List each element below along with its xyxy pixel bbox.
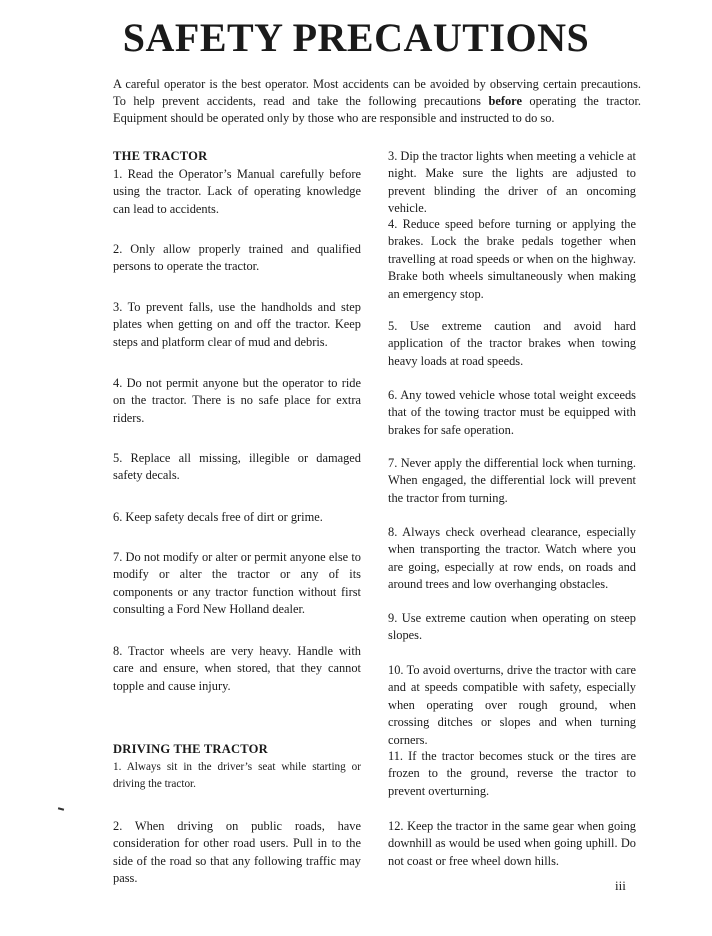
- margin-mark: [58, 807, 64, 810]
- left-column: [113, 0, 361, 936]
- precaution-item: 5. Replace all missing, illegible or damaged safety decals.: [113, 451, 361, 483]
- intro-bold-word: before: [488, 94, 522, 109]
- precaution-item: 1. Always sit in the driver’s seat while starting or driving the tractor.: [113, 761, 361, 790]
- precaution-item: 7. Never apply the differential lock when turning. When engaged, the differential lock will prevent the tractor from turning.: [388, 456, 636, 505]
- precaution-item: 4. Do not permit anyone but the operator to ride on the tractor. There is no safe place for extra riders.: [113, 376, 361, 425]
- page-number: iii: [615, 878, 626, 893]
- precaution-item: 8. Tractor wheels are very heavy. Handle with care and ensure, when stored, that they cannot topple and cause injury.: [113, 644, 361, 693]
- precaution-item: 5. Use extreme caution and avoid hard application of the tractor brakes when towing heavy loads at road speeds.: [388, 319, 636, 368]
- precaution-item: 2. When driving on public roads, have consideration for other road users. Pull in to the side of the road so that any following traffic may pass.: [113, 819, 361, 886]
- precaution-item: 3. Dip the tractor lights when meeting a vehicle at night. Make sure the lights are adjusted to prevent blinding the driver of an oncoming vehicle.: [388, 149, 636, 216]
- intro-text-start: A careful operator is the best operator. Most accidents can be avoided by observing certain precautions. To help prevent accidents, read and take the following precautions: [113, 77, 641, 109]
- right-column: [388, 0, 636, 936]
- precaution-item: 2. Only allow properly trained and qualified persons to operate the tractor.: [113, 242, 361, 274]
- precaution-item: 3. To prevent falls, use the handholds and step plates when getting on and off the tractor. Keep steps and platform clear of mud and debris.: [113, 300, 361, 349]
- precaution-item: 6. Any towed vehicle whose total weight exceeds that of the towing tractor must be equipped with brakes for safe operation.: [388, 388, 636, 437]
- precaution-item: 7. Do not modify or alter or permit anyone else to modify or alter the tractor or any of its components or any tractor function without first consulting a Ford New Holland dealer.: [113, 550, 361, 617]
- intro-text-end: operating the tractor. Equipment should be operated only by those who are responsible and instructed to do so.: [113, 94, 642, 126]
- precaution-item: 10. To avoid overturns, drive the tractor with care and at speeds compatible with safety, especially when operating over rough ground, when crossing ditches or slopes and when turning corners.: [388, 663, 636, 747]
- section-heading-tractor: THE TRACTOR: [113, 149, 208, 163]
- page-title: SAFETY PRECAUTIONS: [122, 15, 590, 60]
- precaution-item: 12. Keep the tractor in the same gear when going downhill as would be used when going uphill. Do not coast or free wheel down hills.: [388, 819, 636, 868]
- precaution-item: 1. Read the Operator’s Manual carefully before using the tractor. Lack of operating knowledge can lead to accidents.: [113, 167, 361, 216]
- precaution-item: 8. Always check overhead clearance, especially when transporting the tractor. Watch where you are going, especially at row ends, on roads and around trees and low overhanging obstacles.: [388, 525, 636, 592]
- precaution-item: 4. Reduce speed before turning or applying the brakes. Lock the brake pedals together when travelling at road speeds or when on the highway. Brake both wheels simultaneously when making an emergency stop.: [388, 217, 636, 301]
- section-heading-driving: DRIVING THE TRACTOR: [113, 742, 268, 756]
- precaution-item: 11. If the tractor becomes stuck or the tires are frozen to the ground, reverse the tractor to prevent overturning.: [388, 749, 636, 798]
- precaution-item: 6. Keep safety decals free of dirt or grime.: [113, 510, 323, 524]
- precaution-item: 9. Use extreme caution when operating on steep slopes.: [388, 611, 636, 643]
